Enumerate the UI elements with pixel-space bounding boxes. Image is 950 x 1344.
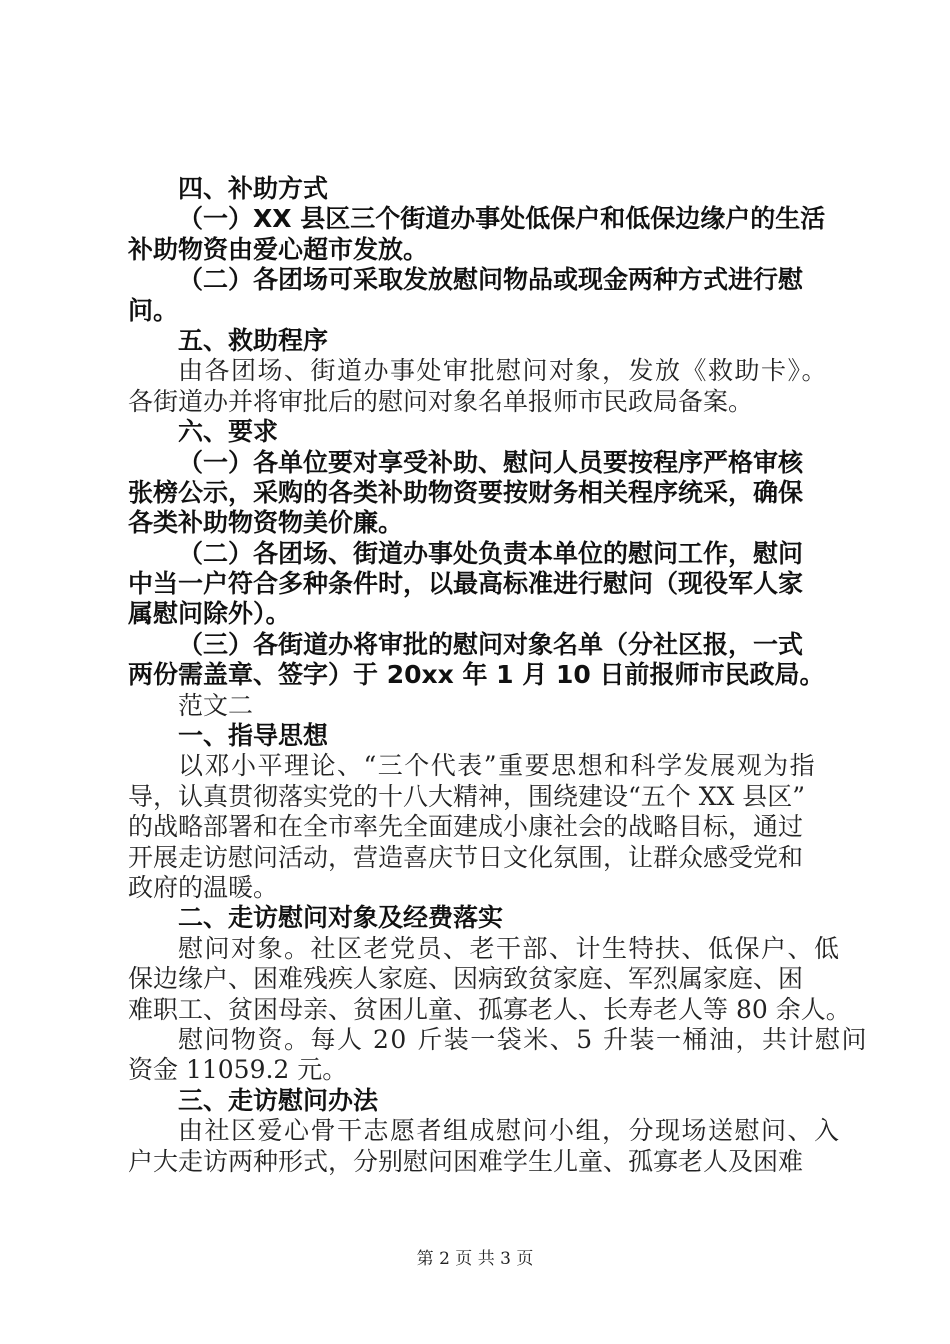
heading-5: 五、救助程序 — [178, 325, 329, 355]
paragraph-line: 导，认真贯彻落实党的十八大精神，围绕建设“五个 XX 县区” — [128, 781, 806, 811]
paragraph-line: 的战略部署和在全市率先全面建成小康社会的战略目标，通过 — [128, 812, 804, 842]
paragraph-line: 资金 11059.2 元。 — [128, 1055, 348, 1085]
paragraph-line: 开展走访慰问活动，营造喜庆节日文化氛围，让群众感受党和 — [128, 842, 804, 872]
document-body — [128, 174, 869, 1177]
paragraph-line: 各类补助物资物美价廉。 — [128, 508, 404, 538]
section-title-fanwen: 范文二 — [178, 690, 254, 720]
paragraph-line: 保边缘户、困难残疾人家庭、因病致贫家庭、军烈属家庭、困 — [128, 964, 804, 994]
paragraph-line: 问。 — [128, 295, 179, 325]
paragraph-line: 户大走访两种形式，分别慰问困难学生儿童、孤寡老人及困难 — [128, 1146, 804, 1176]
paragraph-line: 各街道办并将审批后的慰问对象名单报师市民政局备案。 — [128, 386, 754, 416]
heading-4: 四、补助方式 — [178, 174, 329, 203]
paragraph-line: （三）各街道办将审批的慰问对象名单（分社区报，一式 — [178, 629, 804, 659]
paragraph-line: 难职工、贫困母亲、贫困儿童、孤寡老人、长寿老人等 80 余人。 — [128, 994, 851, 1024]
paragraph-line: 中当一户符合多种条件时，以最高标准进行慰问（现役军人家 — [128, 569, 804, 599]
heading-3: 三、走访慰问办法 — [178, 1085, 379, 1115]
paragraph-line: 属慰问除外）。 — [128, 599, 291, 629]
page-footer: 第 2 页 共 3 页 — [416, 1249, 534, 1269]
heading-1: 一、指导思想 — [178, 721, 329, 751]
paragraph-line: （一）各单位要对享受补助、慰问人员要按程序严格审核 — [178, 447, 804, 477]
paragraph-line: 由各团场、街道办事处审批慰问对象，发放《救助卡》。 — [178, 356, 829, 386]
paragraph-line: 慰问对象。社区老党员、老干部、计生特扶、低保户、低 — [178, 933, 841, 963]
paragraph-line: 由社区爱心骨干志愿者组成慰问小组，分现场送慰问、入 — [178, 1116, 841, 1146]
paragraph-line: 补助物资由爱心超市发放。 — [128, 234, 429, 264]
paragraph-line: 张榜公示，采购的各类补助物资要按财务相关程序统采，确保 — [128, 477, 804, 507]
paragraph-line: （一）XX 县区三个街道办事处低保户和低保边缘户的生活 — [178, 204, 826, 234]
paragraph-line: （二）各团场可采取发放慰问物品或现金两种方式进行慰 — [178, 265, 804, 295]
paragraph-line: 慰问物资。每人 20 斤装一袋米、5 升装一桶油，共计慰问 — [178, 1024, 869, 1054]
heading-6: 六、要求 — [178, 417, 279, 447]
paragraph-line: 政府的温暖。 — [128, 872, 279, 902]
paragraph-line: （二）各团场、街道办事处负责本单位的慰问工作，慰问 — [178, 538, 804, 568]
paragraph-line: 两份需盖章、签字）于 20xx 年 1 月 10 日前报师市民政局。 — [128, 660, 825, 690]
heading-2: 二、走访慰问对象及经费落实 — [178, 903, 504, 933]
paragraph-line: 以邓小平理论、“三个代表”重要思想和科学发展观为指 — [178, 751, 817, 781]
